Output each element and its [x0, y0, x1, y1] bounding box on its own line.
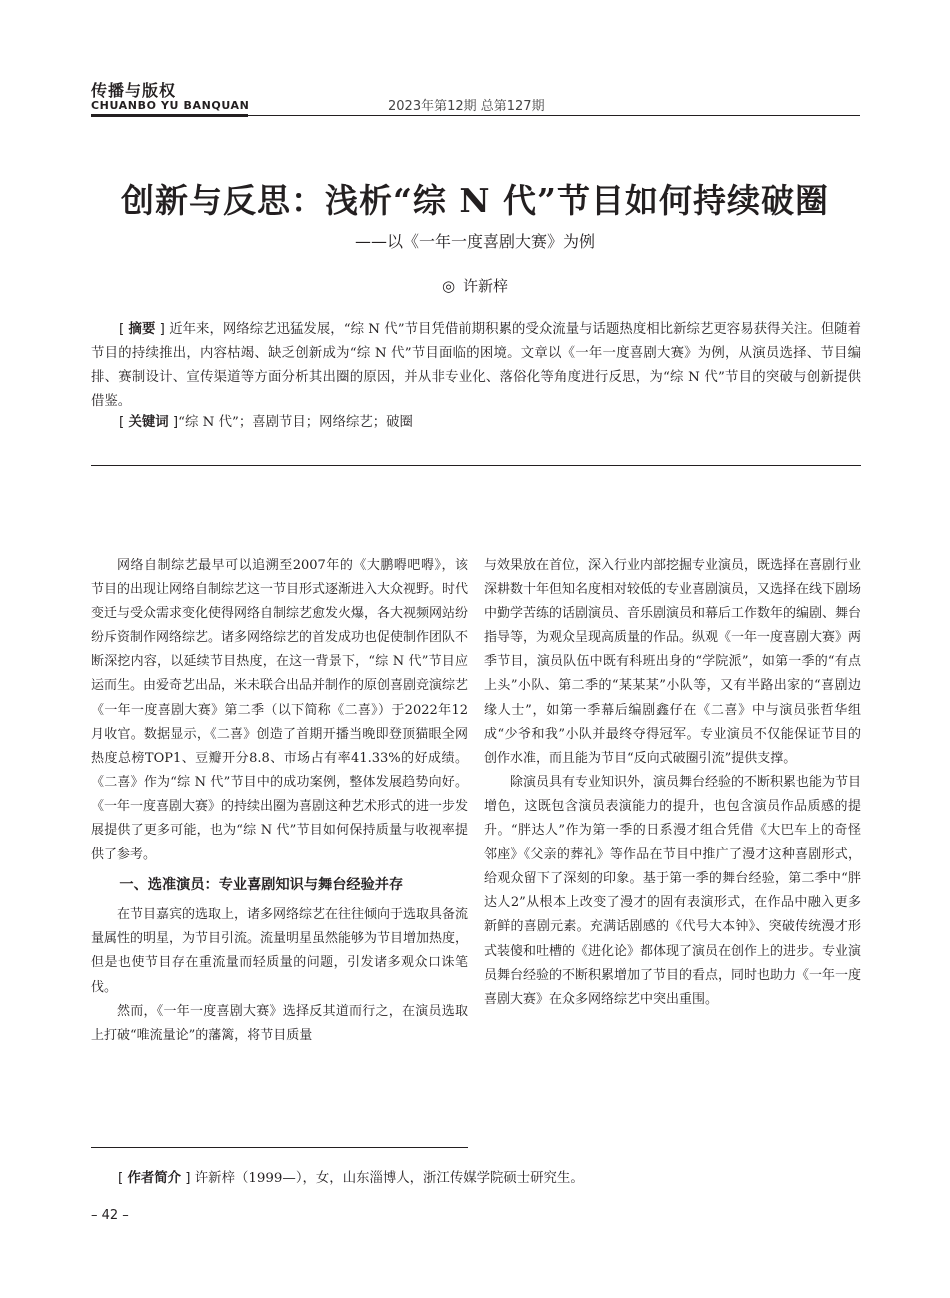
section-heading: 一、选准演员：专业喜剧知识与舞台经验并存	[119, 877, 404, 894]
issue-info: 2023年第12期 总第127期	[388, 99, 545, 114]
author-bio	[118, 1167, 878, 1191]
intro-paragraph: 网络自制综艺最早可以追溯至2007年的《大鹏嘚吧嘚》，该节目的出现让网络自制综艺这一节目形式逐渐进入大众视野。时代变迁与受众需求变化使得网络自制综艺愈发火爆，各大视频网站纷纷斥资制作网络综艺。诸多网络综艺的首发成功也促使制作团队不断深挖内容，以延续节目热度，在这一背景下，“综 N 代”节目应运而生。由爱奇艺出品，米未联合出品并制作的原创喜剧竞演综艺《一年一度喜剧大赛》第二季（以下简称《二喜》）于2022年12月收官。数据显示，《二喜》创造了首期开播当晚即登顶猫眼全网热度总榜TOP1、豆瓣开分8.8、市场占有率41.33%的好成绩。《二喜》作为“综 N 代”节目中的成功案例，整体发展趋势向好。《一年一度喜剧大赛》的持续出圈为喜剧这种艺术形式的进一步发展提供了更多可能，也为“综 N 代”节目如何保持质量与收视率提供了参考。	[91, 558, 469, 863]
body-paragraph: 在节目嘉宾的选取上，诸多网络综艺在往往倾向于选取具备流量属性的明星，为节目引流。流量明星虽然能够为节目增加热度，但是也使节目存在重流量而轻质量的问题，引发诸多观众口诛笔伐。	[91, 907, 469, 995]
body-column-left	[91, 554, 468, 1048]
body-column-right	[484, 554, 861, 1012]
author-line	[0, 275, 950, 296]
keywords	[91, 411, 861, 435]
abstract-label: [ 摘要 ]	[119, 322, 170, 337]
footnote-divider	[91, 1147, 468, 1148]
author-bio-label: [ 作者简介 ]	[118, 1171, 195, 1186]
abstract-text: 近年来，网络综艺迅猛发展，“综 N 代”节目凭借前期积累的受众流量与话题热度相比新综艺更容易获得关注。但随着节目的持续推出，内容枯竭、缺乏创新成为“综 N 代”节目面临的困境。文章以《一年一度喜剧大赛》为例，从演员选择、节目编排、赛制设计、宣传渠道等方面分析其出圈的原因，并从非专业化、落俗化等角度进行反思，为“综 N 代”节目的突破与创新提供借鉴。	[91, 322, 861, 409]
article-subtitle: ——以《一年一度喜剧大赛》为例	[354, 232, 595, 251]
header-rule-thick	[91, 114, 248, 117]
article-title: 创新与反思：浅析“综 N 代”节目如何持续破圈	[120, 181, 830, 220]
abstract	[91, 318, 861, 414]
body-paragraph-continued: 与效果放在首位，深入行业内部挖掘专业演员，既选择在喜剧行业深耕数十年但知名度相对较低的专业喜剧演员，又选择在线下剧场中勤学苦练的话剧演员、音乐剧演员和幕后工作数年的编剧、舞台指导等，为观众呈现高质量的作品。纵观《一年一度喜剧大赛》两季节目，演员队伍中既有科班出身的“学院派”，如第一季的“有点上头”小队、第二季的“某某某”小队等，又有半路出家的“喜剧边缘人士”，如第一季幕后编剧鑫仔在《二喜》中与演员张哲华组成“少爷和我”小队并最终夺得冠军。专业演员不仅能保证节目的创作水准，而且能为节目“反向式破圈引流”提供支撑。	[484, 558, 862, 766]
keywords-label: [ 关键词 ]	[119, 415, 179, 430]
author-mark-icon: ◎	[441, 277, 456, 295]
body-paragraph: 除演员具有专业知识外，演员舞台经验的不断积累也能为节目增色，这既包含演员表演能力的提升，也包含演员作品质感的提升。“胖达人”作为第一季的日系漫才组合凭借《大巴车上的奇怪邻座》《父亲的葬礼》等作品在节目中推广了漫才这种喜剧形式，给观众留下了深刻的印象。基于第一季的舞台经验，第二季中“胖达人2”从根本上改变了漫才的固有表演形式，在作品中融入更多新鲜的喜剧元素。充满话剧感的《代号大本钟》、突破传统漫才形式装傻和吐槽的《进化论》都体现了演员在创作上的进步。专业演员舞台经验的不断积累增加了节目的看点，同时也助力《一年一度喜剧大赛》在众多网络综艺中突出重围。	[484, 774, 862, 1007]
body-paragraph: 然而，《一年一度喜剧大赛》选择反其道而行之，在演员选取上打破“唯流量论”的藩篱，将节目质量	[91, 1003, 468, 1043]
abstract-divider	[91, 465, 861, 466]
keywords-text: “综 N 代”；喜剧节目；网络综艺；破圈	[178, 415, 413, 430]
author-name: 许新梓	[463, 277, 509, 295]
page-number: – 42 –	[91, 1208, 129, 1223]
journal-name-cn: 传播与版权	[91, 81, 177, 100]
author-bio-text: 许新梓（1999—），女，山东淄博人，浙江传媒学院硕士研究生。	[194, 1171, 584, 1186]
header-rule-thin	[248, 115, 860, 116]
journal-name-en: CHUANBO YU BANQUAN	[91, 99, 250, 112]
